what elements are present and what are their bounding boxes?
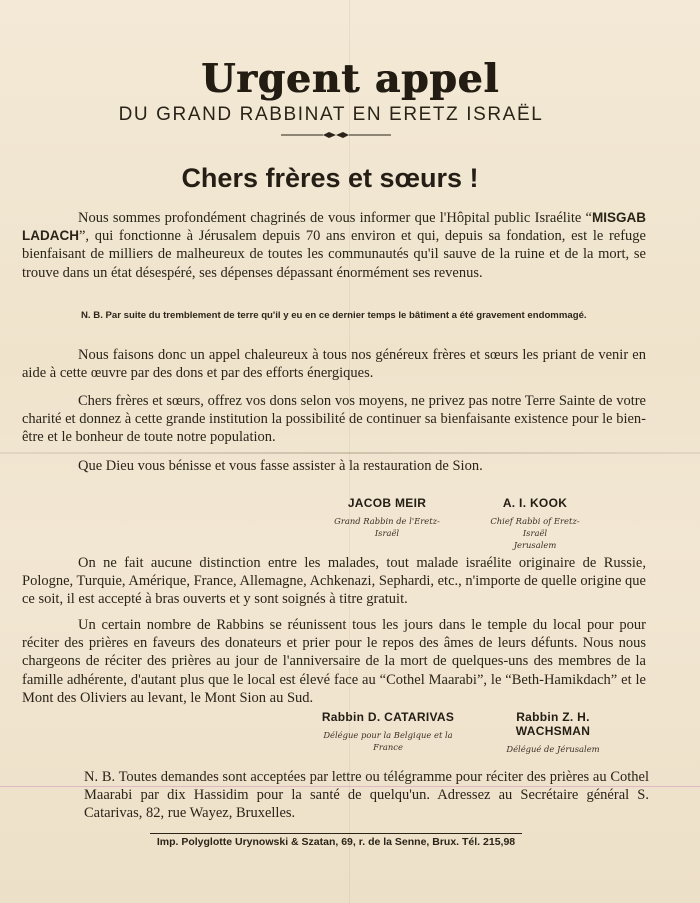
p1-text-after: ”, qui fonctionne à Jérusalem depuis 70 ans environ et qui, depuis sa fondation, est le refuge bienfaisant de milliers de malheureux de toutes les communautés qu'il sauve de la ruine et de la mort, se trouve dans un état désespéré, ses dépenses dépassant énormément ses revenus. <box>22 228 646 281</box>
paragraph-no-distinction <box>22 554 646 609</box>
signature-role: Grand Rabbin de l'Eretz-Israël <box>334 516 440 538</box>
signature-role-line1: Délégue pour la Belgique et la <box>323 730 453 740</box>
signature-name: Rabbin D. CATARIVAS <box>321 710 455 724</box>
footer-divider <box>150 833 522 834</box>
p3-text: Chers frères et sœurs, offrez vos dons selon vos moyens, ne privez pas notre Terre Sainte de votre charité et donnez à cette grande institution la possibilité de continuer sa bienfaisante existence pour le bien-être et le bonheur de toute notre population. <box>22 393 646 446</box>
p1-text-before: Nous sommes profondément chagrinés de vous informer que l'Hôpital public Israélite “ <box>78 210 592 226</box>
paper-fold-horizontal <box>0 452 700 454</box>
paragraph-blessing <box>22 457 646 475</box>
paragraph-prayers <box>22 616 646 707</box>
signature-kook <box>480 496 590 551</box>
paragraph-nb-requests <box>84 768 649 823</box>
signature-role <box>480 515 590 551</box>
earthquake-note: N. B. Par suite du tremblement de terre qu'il y eu en ce dernier temps le bâtiment a été gravement endommagé. <box>81 310 587 321</box>
signature-role-line1: Chief Rabbi of Eretz-Israël <box>490 516 580 538</box>
paragraph-hospital-appeal <box>22 209 646 282</box>
signature-wachsman <box>478 710 628 755</box>
signature-role-line2: Jerusalem <box>513 540 557 550</box>
document-subtitle: DU GRAND RABBINAT EN ERETZ ISRAËL <box>118 104 544 125</box>
signature-name: A. I. KOOK <box>502 496 568 510</box>
signature-name: Rabbin Z. H. WACHSMAN <box>515 710 591 738</box>
p6-text: Un certain nombre de Rabbins se réunissent tous les jours dans le temple du local pour pour réciter des prières en faveurs des donateurs et prier pour le repos des âmes de leurs défunts. Nous nous chargeons de réciter des prières au jour de l'anniversaire de la mort de quelques-uns des membres de la famille adhérente, d'autant plus que le local est élevé face au “Cothel Maarabi”, le “Beth-Hamikdach” et le Mont des Oliviers au levant, le Mont Sion au Sud. <box>22 617 646 706</box>
signature-role-line2: France <box>373 742 403 752</box>
p7-text: N. B. Toutes demandes sont acceptées par lettre ou télégramme pour réciter des prières au Cothel Maarabi par dix Hassidim pour la santé de quelqu'un. Adressez au Secrétaire général S. Catarivas, 82, rue Wayez, Bruxelles. <box>84 769 649 822</box>
signature-name: JACOB MEIR <box>347 496 427 510</box>
p5-text: On ne fait aucune distinction entre les malades, tout malade israélite originaire de Russie, Pologne, Turquie, Amérique, France, Allemagne, Achkenazi, Sephardi, etc., n'importe de quelle origine que ce soit, il est accepté à bras ouverts et y sont soignés à titre gratuit. <box>22 555 646 608</box>
printer-imprint: Imp. Polyglotte Urynowski & Szatan, 69, r. de la Senne, Brux. Tél. 215,98 <box>156 836 516 848</box>
signature-role: Délégué de Jérusalem <box>506 744 600 754</box>
signature-jacob-meir <box>332 496 442 539</box>
ornament-divider-icon <box>281 130 391 140</box>
greeting-heading: Chers frères et sœurs ! <box>181 163 479 193</box>
document-title: Urgent appel <box>200 56 500 102</box>
signature-role <box>318 729 458 753</box>
p4-text: Que Dieu vous bénisse et vous fasse assister à la restauration de Sion. <box>78 458 483 474</box>
hospital-name: MISGAB LADACH <box>22 210 646 244</box>
p2-text: Nous faisons donc un appel chaleureux à tous nos généreux frères et sœurs les priant de venir en aide à cette œuvre par des dons et par des efforts énergiques. <box>22 347 646 382</box>
paragraph-call <box>22 346 646 382</box>
signature-catarivas <box>318 710 458 753</box>
paragraph-donations <box>22 392 646 447</box>
